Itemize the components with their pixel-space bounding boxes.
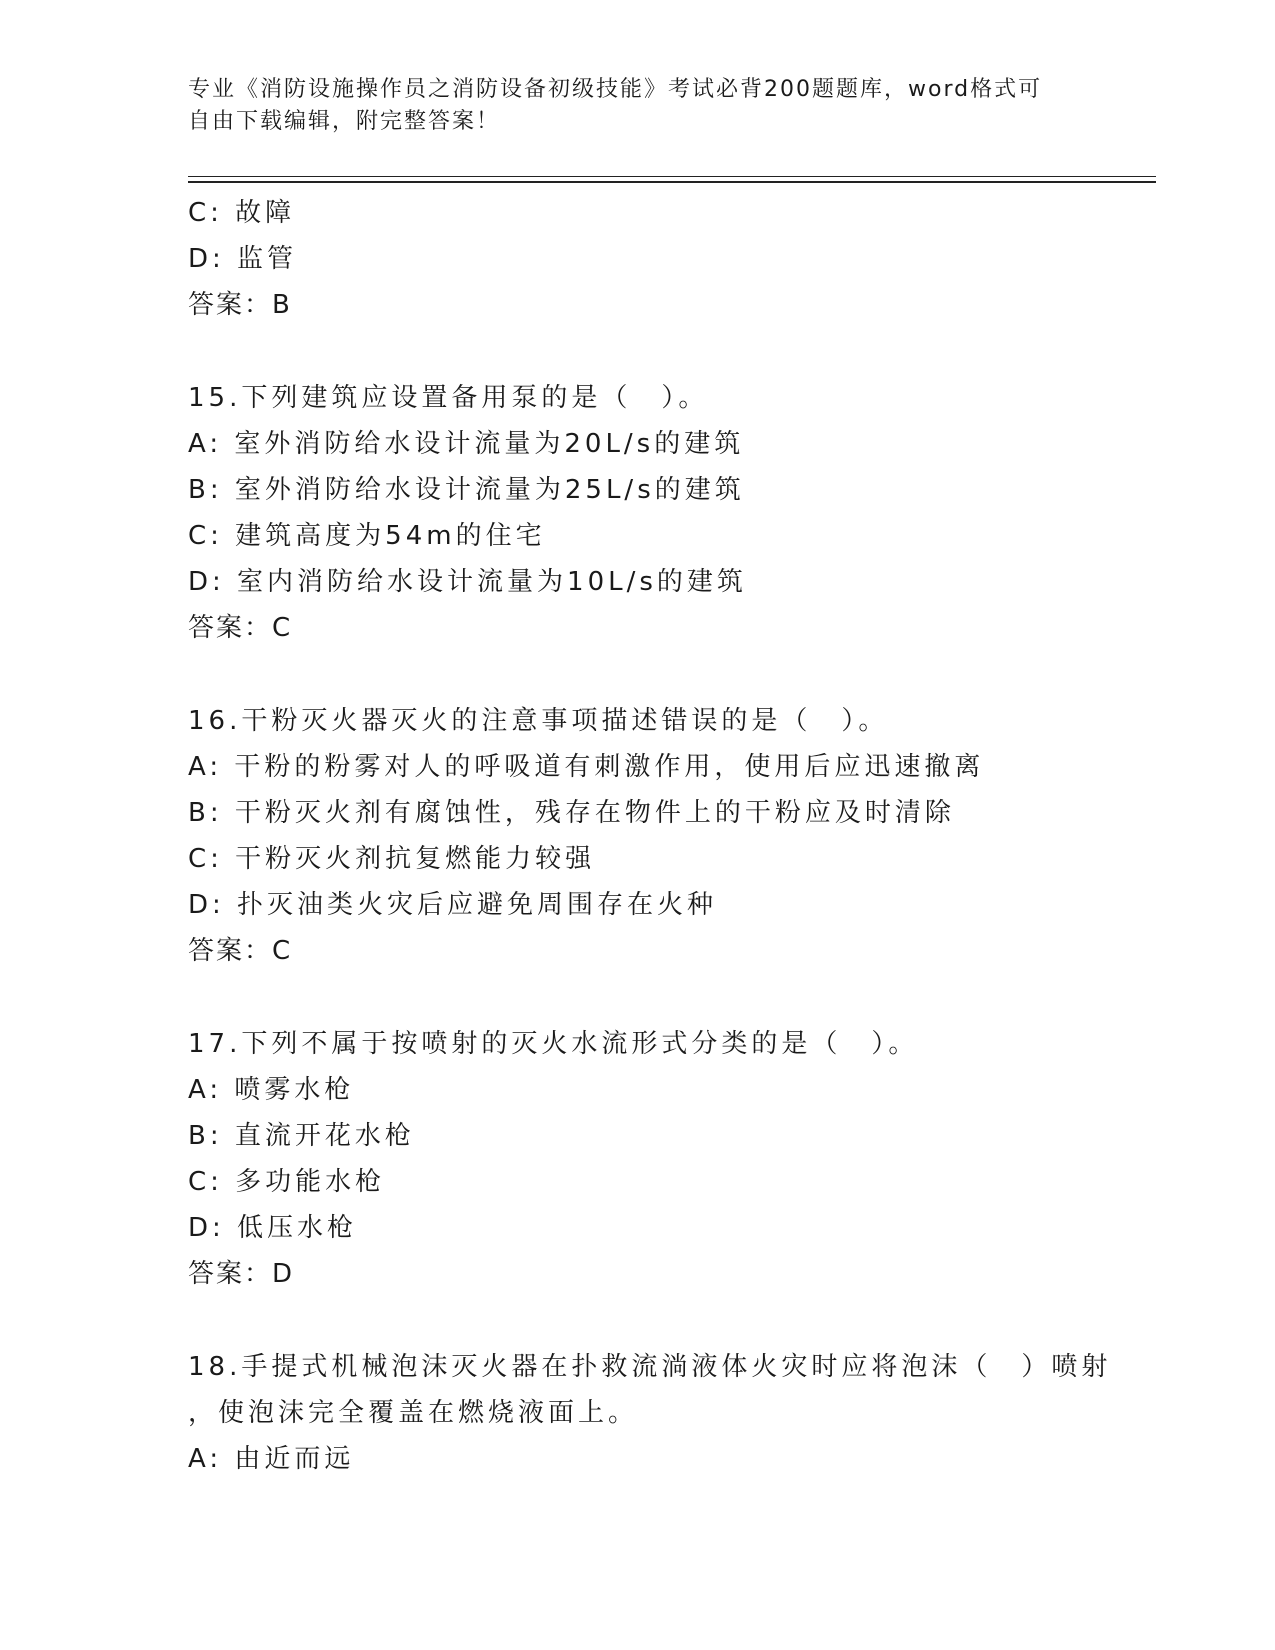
question-stem-line-1: 18.手提式机械泡沫灭火器在扑救流淌液体火灾时应将泡沫（ ）喷射 (188, 1352, 1112, 1382)
option-a: A: 干粉的粉雾对人的呼吸道有刺激作用，使用后应迅速撤离 (188, 752, 985, 782)
question-stem: 17.下列不属于按喷射的灭火水流形式分类的是（ ）。 (188, 1029, 919, 1059)
header-line-1: 专业《消防设施操作员之消防设备初级技能》考试必背200题题库，word格式可 (188, 77, 1043, 102)
question-15 (188, 375, 1156, 651)
answer-line: 答案：C (188, 936, 293, 966)
option-c: C: 建筑高度为54m的住宅 (188, 521, 546, 551)
option-b: B: 干粉灭火剂有腐蚀性，残存在物件上的干粉应及时清除 (188, 798, 955, 828)
option-d: D: 监管 (188, 244, 298, 274)
option-b: B: 直流开花水枪 (188, 1121, 415, 1151)
option-b: B: 室外消防给水设计流量为25L/s的建筑 (188, 475, 745, 505)
question-14-tail (188, 190, 1156, 328)
answer-line: 答案：D (188, 1259, 295, 1289)
question-16 (188, 698, 1156, 974)
question-18 (188, 1344, 1156, 1482)
question-stem: 15.下列建筑应设置备用泵的是（ ）。 (188, 383, 709, 413)
option-a: A: 喷雾水枪 (188, 1075, 355, 1105)
option-d: D: 扑灭油类火灾后应避免周围存在火种 (188, 890, 718, 920)
option-d: D: 室内消防给水设计流量为10L/s的建筑 (188, 567, 747, 597)
header-divider-thin (188, 176, 1156, 177)
question-17 (188, 1021, 1156, 1297)
spacer (188, 651, 1156, 698)
answer-line: 答案：B (188, 290, 292, 320)
spacer (188, 1297, 1156, 1344)
question-stem-line-2: ，使泡沫完全覆盖在燃烧液面上。 (188, 1398, 639, 1428)
option-a: A: 室外消防给水设计流量为20L/s的建筑 (188, 429, 745, 459)
page-header (188, 74, 1088, 138)
spacer (188, 974, 1156, 1021)
answer-line: 答案：C (188, 613, 293, 643)
option-a: A: 由近而远 (188, 1444, 355, 1474)
question-stem: 16.干粉灭火器灭火的注意事项描述错误的是（ ）。 (188, 706, 889, 736)
document-body (188, 190, 1156, 1482)
option-c: C: 故障 (188, 198, 296, 228)
spacer (188, 328, 1156, 375)
header-line-2: 自由下载编辑，附完整答案！ (188, 109, 501, 134)
option-d: D: 低压水枪 (188, 1213, 358, 1243)
option-c: C: 多功能水枪 (188, 1167, 386, 1197)
option-c: C: 干粉灭火剂抗复燃能力较强 (188, 844, 596, 874)
header-divider-thick (188, 181, 1156, 183)
